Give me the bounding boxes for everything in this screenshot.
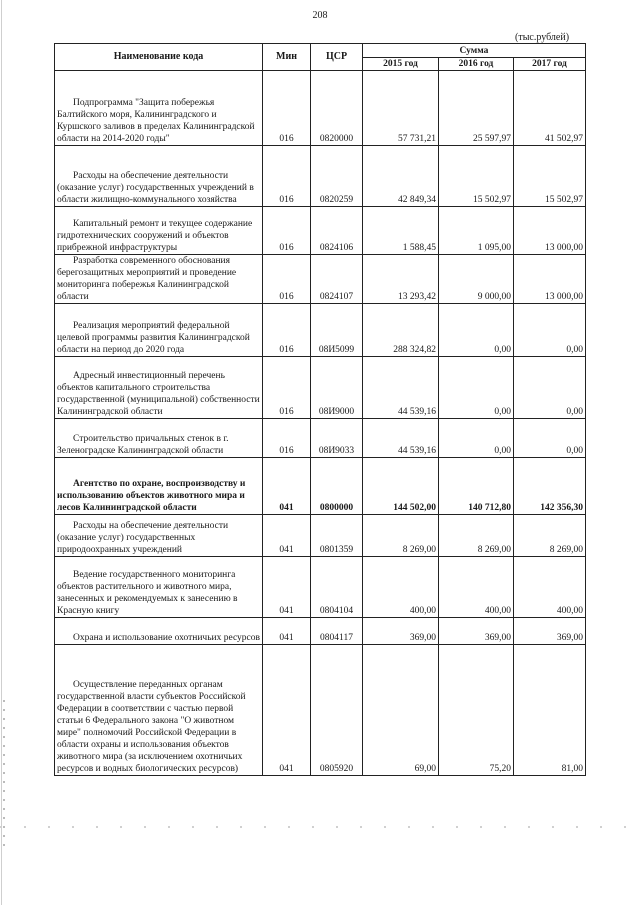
cell-name: Расходы на обеспечение деятельности (оказание услуг) государственных природоохранных учреждений xyxy=(55,515,263,557)
cell-2016: 9 000,00 xyxy=(439,255,514,304)
cell-2015: 44 539,16 xyxy=(363,419,439,458)
cell-2016: 1 095,00 xyxy=(439,207,514,255)
cell-2016: 8 269,00 xyxy=(439,515,514,557)
cell-csr: 0800000 xyxy=(311,458,363,515)
cell-csr: 0801359 xyxy=(311,515,363,557)
cell-2017: 8 269,00 xyxy=(514,515,586,557)
cell-name: Разработка современного обоснования берегозащитных мероприятий и проведение мониторинга побережья Калининградской области xyxy=(55,255,263,304)
cell-2017: 13 000,00 xyxy=(514,207,586,255)
cell-2015: 144 502,00 xyxy=(363,458,439,515)
cell-name: Реализация мероприятий федеральной целевой программы развития Калининградской области на период до 2020 года xyxy=(55,304,263,357)
cell-2016: 0,00 xyxy=(439,357,514,419)
table-row xyxy=(55,557,586,618)
cell-csr: 08И5099 xyxy=(311,304,363,357)
cell-2015: 8 269,00 xyxy=(363,515,439,557)
cell-csr: 0824106 xyxy=(311,207,363,255)
column-header-2017: 2017 год xyxy=(514,58,586,71)
cell-csr: 0804104 xyxy=(311,557,363,618)
cell-name: Подпрограмма "Защита побережья Балтийского моря, Калининградского и Куршского заливов в пределах Калининградской области на 2014-2020 годы" xyxy=(55,71,263,146)
cell-min: 041 xyxy=(263,458,311,515)
cell-min: 016 xyxy=(263,304,311,357)
cell-2017: 0,00 xyxy=(514,357,586,419)
cell-2015: 42 849,34 xyxy=(363,146,439,207)
column-header-2015: 2015 год xyxy=(363,58,439,71)
cell-csr: 0804117 xyxy=(311,618,363,645)
table-row xyxy=(55,419,586,458)
column-header-name: Наименование кода xyxy=(55,44,263,71)
column-header-csr: ЦСР xyxy=(311,44,363,71)
cell-name: Капитальный ремонт и текущее содержание гидротехнических сооружений и объектов прибрежной инфраструктуры xyxy=(55,207,263,255)
cell-2015: 13 293,42 xyxy=(363,255,439,304)
cell-name: Охрана и использование охотничьих ресурсов xyxy=(55,618,263,645)
table-header xyxy=(55,44,586,71)
cell-2016: 0,00 xyxy=(439,304,514,357)
cell-2016: 25 597,97 xyxy=(439,71,514,146)
cell-2015: 369,00 xyxy=(363,618,439,645)
cell-min: 041 xyxy=(263,618,311,645)
budget-table xyxy=(54,43,586,776)
table-row xyxy=(55,515,586,557)
cell-csr: 08И9033 xyxy=(311,419,363,458)
table-row xyxy=(55,255,586,304)
cell-name: Ведение государственного мониторинга объектов растительного и животного мира, занесенных и рекомендуемых к занесению в Красную книгу xyxy=(55,557,263,618)
table-row xyxy=(55,618,586,645)
cell-min: 041 xyxy=(263,515,311,557)
table-row xyxy=(55,304,586,357)
table-body xyxy=(55,71,586,776)
scan-margin-line xyxy=(1,0,2,905)
cell-2017: 400,00 xyxy=(514,557,586,618)
cell-csr: 0824107 xyxy=(311,255,363,304)
cell-2016: 140 712,80 xyxy=(439,458,514,515)
cell-2015: 57 731,21 xyxy=(363,71,439,146)
cell-min: 016 xyxy=(263,255,311,304)
table-row xyxy=(55,458,586,515)
page-number: 208 xyxy=(312,10,328,21)
column-header-min: Мин xyxy=(263,44,311,71)
cell-2017: 41 502,97 xyxy=(514,71,586,146)
cell-name: Агентство по охране, воспроизводству и использованию объектов животного мира и лесов Калининградской области xyxy=(55,458,263,515)
cell-2017: 369,00 xyxy=(514,618,586,645)
cell-min: 016 xyxy=(263,71,311,146)
cell-min: 016 xyxy=(263,207,311,255)
cell-2017: 13 000,00 xyxy=(514,255,586,304)
cell-min: 016 xyxy=(263,146,311,207)
cell-min: 016 xyxy=(263,357,311,419)
cell-csr: 08И9000 xyxy=(311,357,363,419)
cell-min: 041 xyxy=(263,645,311,776)
cell-2015: 1 588,45 xyxy=(363,207,439,255)
table-row xyxy=(55,146,586,207)
cell-name: Строительство причальных стенок в г. Зеленоградске Калининградской области xyxy=(55,419,263,458)
cell-2015: 288 324,82 xyxy=(363,304,439,357)
cell-2017: 142 356,30 xyxy=(514,458,586,515)
cell-min: 016 xyxy=(263,419,311,458)
cell-2015: 400,00 xyxy=(363,557,439,618)
units-label: (тыс.рублей) xyxy=(515,32,570,43)
cell-name: Расходы на обеспечение деятельности (оказание услуг) государственных учреждений в области жилищно-коммунального хозяйства xyxy=(55,146,263,207)
scan-bottom-specks xyxy=(0,826,640,828)
cell-2017: 0,00 xyxy=(514,304,586,357)
cell-2017: 0,00 xyxy=(514,419,586,458)
cell-2016: 400,00 xyxy=(439,557,514,618)
cell-2017: 15 502,97 xyxy=(514,146,586,207)
cell-2016: 0,00 xyxy=(439,419,514,458)
table-row xyxy=(55,71,586,146)
cell-min: 041 xyxy=(263,557,311,618)
cell-csr: 0820000 xyxy=(311,71,363,146)
cell-2015: 44 539,16 xyxy=(363,357,439,419)
table-row xyxy=(55,207,586,255)
cell-name: Осуществление переданных органам государственной власти субъектов Российской Федерации в соответствии с частью первой статьи 6 Федерального закона "О животном мире" полномочий Российской Федерации в области охраны и использования объектов животного мира (за исключением охотничьих ресурсов и водных биологических ресурсов) xyxy=(55,645,263,776)
table-row xyxy=(55,645,586,776)
table-row xyxy=(55,357,586,419)
cell-csr: 0805920 xyxy=(311,645,363,776)
column-header-sum: Сумма xyxy=(363,44,586,58)
cell-2016: 369,00 xyxy=(439,618,514,645)
cell-2015: 69,00 xyxy=(363,645,439,776)
cell-2017: 81,00 xyxy=(514,645,586,776)
column-header-2016: 2016 год xyxy=(439,58,514,71)
cell-name: Адресный инвестиционный перечень объектов капитального строительства государственной (муниципальной) собственности Калининградской области xyxy=(55,357,263,419)
cell-2016: 15 502,97 xyxy=(439,146,514,207)
cell-2016: 75,20 xyxy=(439,645,514,776)
cell-csr: 0820259 xyxy=(311,146,363,207)
